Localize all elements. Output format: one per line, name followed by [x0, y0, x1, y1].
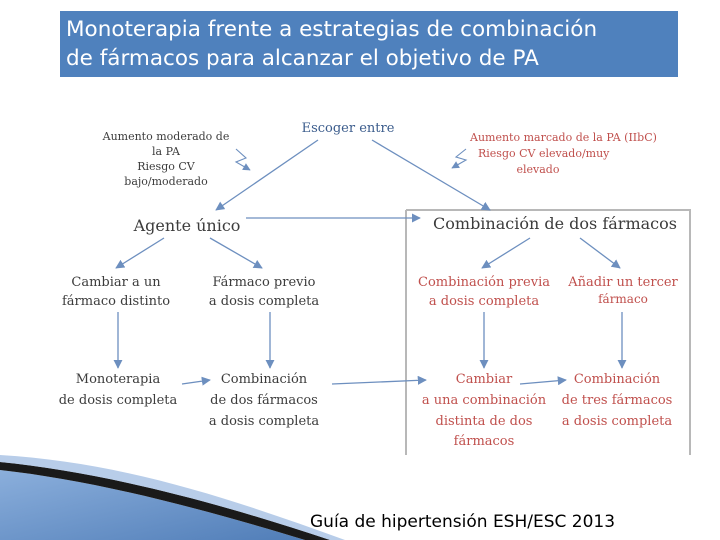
pointer-left-condition [236, 149, 250, 170]
left-condition-line-4: bajo/moderado [124, 175, 208, 188]
arrow-mono-to-combo-two [182, 380, 210, 384]
arrow-to-prev-combo [482, 238, 530, 268]
arrow-to-two-drug-combo [372, 140, 490, 210]
switch-drug-line-1: Cambiar a un [71, 275, 161, 290]
left-condition-line-3: Riesgo CV [137, 160, 195, 173]
slide-title-line-1: Monoterapia frente a estrategias de combinación [66, 17, 598, 42]
arrow-switch-to-combo-three [520, 380, 566, 384]
switch-combo-line-3: distinta de dos [435, 414, 533, 429]
add-third-line-2: fármaco [598, 292, 648, 306]
decorative-swoosh [0, 455, 345, 540]
mono-full-line-2: de dosis completa [58, 393, 178, 408]
arrow-to-add-third [580, 238, 620, 268]
prev-drug-line-1: Fármaco previo [212, 275, 316, 290]
left-condition-line-2: la PA [152, 145, 180, 158]
single-agent-label: Agente único [133, 216, 241, 235]
arrow-combo-two-to-switch [332, 380, 426, 384]
combo-three-full-line-3: a dosis completa [561, 414, 673, 429]
switch-combo-line-2: a una combinación [421, 393, 547, 408]
right-condition-line-3: elevado [516, 163, 560, 176]
choose-label: Escoger entre [301, 121, 395, 136]
right-condition-line-2: Riesgo CV elevado/muy [478, 147, 610, 160]
switch-combo-line-4: fármacos [453, 434, 515, 449]
prev-combo-line-2: a dosis completa [428, 294, 540, 309]
combo-two-full-line-2: de dos fármacos [210, 393, 318, 408]
left-condition-line-1: Aumento moderado de [102, 130, 230, 143]
combo-three-full-line-1: Combinación [573, 372, 661, 387]
right-condition-line-1: Aumento marcado de la PA (IIbC) [470, 131, 657, 144]
switch-drug-line-2: fármaco distinto [61, 294, 171, 309]
prev-drug-line-2: a dosis completa [208, 294, 320, 309]
arrow-to-prev-drug [210, 238, 262, 268]
source-footer: Guía de hipertensión ESH/ESC 2013 [310, 512, 616, 532]
pointer-right-condition [452, 149, 466, 168]
arrow-to-switch-drug [116, 238, 164, 268]
prev-combo-line-1: Combinación previa [418, 275, 550, 290]
combo-three-full-line-2: de tres fármacos [561, 393, 673, 408]
two-drug-combo-label: Combinación de dos fármacos [433, 214, 677, 233]
slide-title-line-2: de fármacos para alcanzar el objetivo de PA [66, 46, 539, 71]
arrow-to-single-agent [216, 140, 318, 210]
switch-combo-line-1: Cambiar [455, 372, 513, 387]
combo-two-full-line-1: Combinación [220, 372, 308, 387]
combo-two-full-line-3: a dosis completa [208, 414, 320, 429]
mono-full-line-1: Monoterapia [75, 372, 161, 387]
add-third-line-1: Añadir un tercer [568, 275, 678, 290]
